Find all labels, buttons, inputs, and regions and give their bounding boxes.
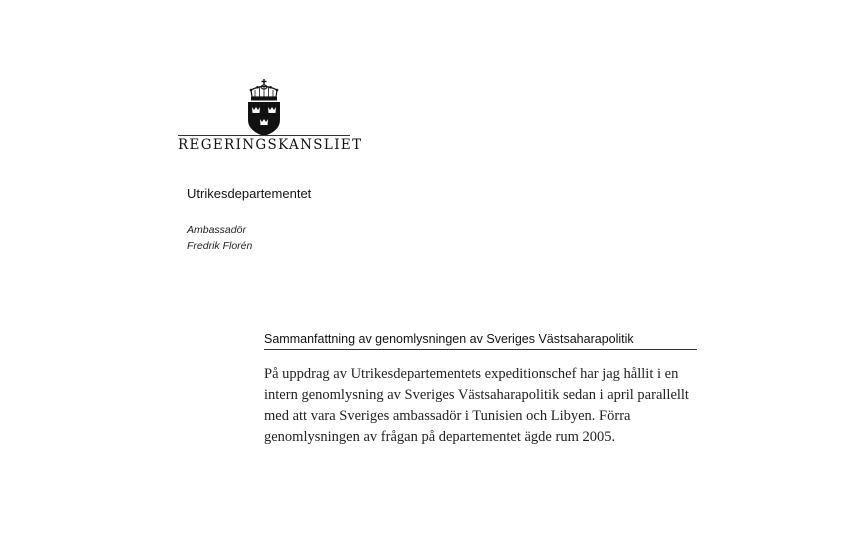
letterhead-rule <box>178 135 350 136</box>
document-body <box>264 364 704 448</box>
sender-name: Fredrik Florén <box>187 240 253 252</box>
body-line: genomlysningen av frågan på departementet ägde rum 2005. <box>264 429 616 445</box>
swedish-coat-of-arms-icon <box>245 78 283 138</box>
body-line: intern genomlysning av Sveriges Västsaharapolitik sedan i april parallellt <box>264 387 689 403</box>
letterhead-logo <box>178 78 363 158</box>
body-line: med att vara Sveriges ambassadör i Tunisien och Libyen. Förra <box>264 408 631 424</box>
department-name: Utrikesdepartementet <box>187 186 312 201</box>
document-heading: Sammanfattning av genomlysningen av Sveriges Västsaharapolitik <box>264 332 697 350</box>
organization-name: REGERINGSKANSLIET <box>178 137 363 153</box>
sender-block <box>187 222 252 254</box>
sender-title: Ambassadör <box>187 224 246 236</box>
body-line: På uppdrag av Utrikesdepartementets expeditionschef har jag hållit i en <box>264 366 679 382</box>
